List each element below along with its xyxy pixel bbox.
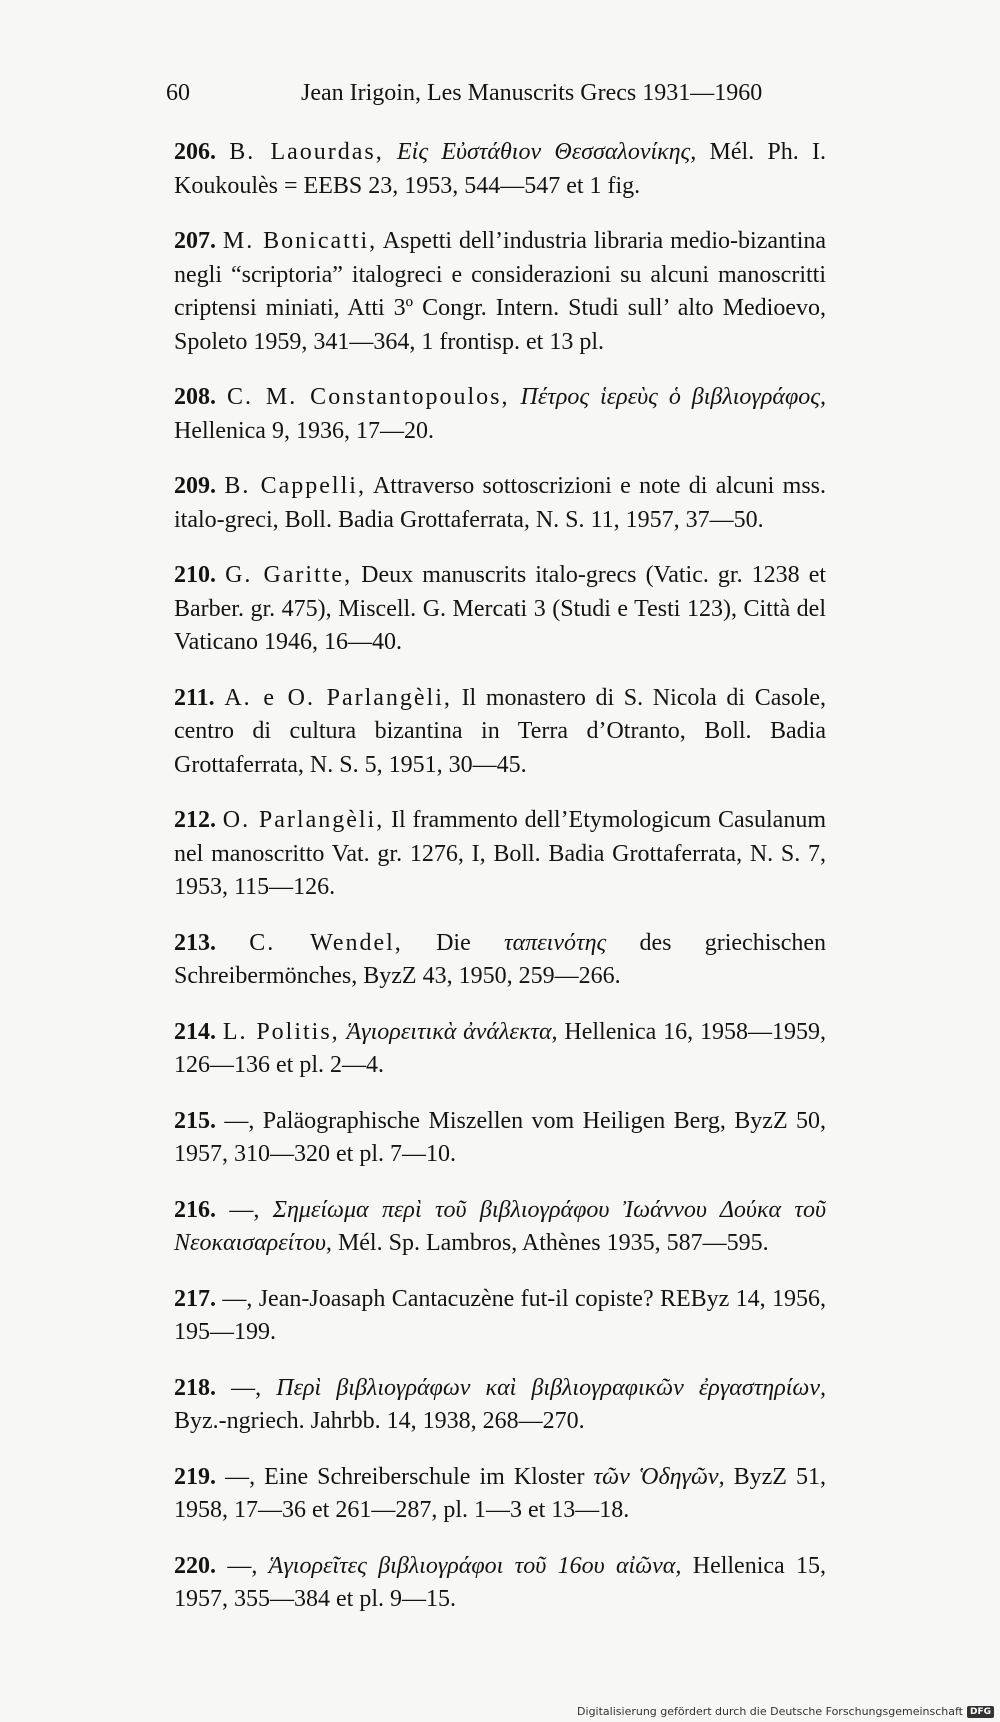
- entry-greek-title: Εἰς Εὐστάθιον Θεσσαλονίκης,: [397, 139, 697, 165]
- entry-text: Mél. Sp. Lambros, Athènes 1935, 587—595.: [331, 1230, 769, 1256]
- entry-author: M. Bonicatti,: [222, 228, 378, 254]
- bibliography-entry: [174, 1550, 826, 1617]
- entry-text: Il monastero di S. Nicola di Casole, centro di cultura bizantina in Terra d’Otranto, Boll. Badia Grottaferrata, N. S. 5, 1951, 30—45.: [174, 684, 827, 778]
- entry-greek-title: τῶν Ὁδηγῶν,: [593, 1463, 725, 1490]
- bibliography-entry: [174, 1105, 826, 1172]
- entry-text: Deux manuscrits italo-grecs (Vatic. gr. 1238 et Barber. gr. 475), Miscell. G. Mercati 3 (Studi e Testi 123), Città del Vaticano 1946, 16—40.: [174, 562, 827, 655]
- entry-text: Il frammento dell’Etymologicum Casulanum nel manoscritto Vat. gr. 1276, I, Boll. Badia Grottaferrata, N. S. 7, 1953, 115—126.: [174, 807, 826, 900]
- entry-text: Mél. Ph. I. Koukoulès = EEBS 23, 1953, 544—547 et 1 fig.: [174, 139, 826, 199]
- entry-text: Byz.-ngriech. Jahrbb. 14, 1938, 268—270.: [174, 1408, 585, 1434]
- entry-number: 211.: [174, 684, 215, 711]
- running-title: Jean Irigoin, Les Manuscrits Grecs 1931—1960: [301, 80, 763, 106]
- bibliography-list: [174, 136, 826, 1639]
- entry-author: A. e O. Parlangèli,: [224, 684, 452, 711]
- bibliography-entry: [174, 136, 826, 203]
- entry-number: 207.: [174, 228, 216, 254]
- entry-number: 220.: [174, 1552, 216, 1579]
- entry-text: Attraverso sottoscrizioni e note di alcuni mss. italo-greci, Boll. Badia Grottaferrata, N. S. 11, 1957, 37—50.: [174, 473, 827, 533]
- entry-greek-title: Περὶ βιβλιογράφων καὶ βιβλιογραφικῶν ἐργαστηρίων,: [276, 1374, 826, 1401]
- entry-text: Hellenica 15, 1957, 355—384 et pl. 9—15.: [174, 1552, 826, 1612]
- bibliography-entry: [174, 1461, 826, 1528]
- entry-author: G. Garitte,: [225, 562, 353, 588]
- dfg-logo: DFG: [967, 1706, 994, 1718]
- entry-number: 218.: [174, 1374, 216, 1401]
- entry-number: 212.: [174, 807, 216, 833]
- entry-author: L. Politis,: [222, 1018, 340, 1045]
- entry-number: 215.: [174, 1107, 216, 1134]
- entry-text: Hellenica 16, 1958—1959, 126—136 et pl. 2—4.: [174, 1018, 826, 1078]
- entry-text: —,: [231, 1374, 277, 1401]
- bibliography-entry: [174, 559, 826, 660]
- entry-greek-title: ταπεινότης: [504, 929, 607, 956]
- bibliography-entry: [174, 804, 826, 905]
- entry-number: 208.: [174, 384, 216, 410]
- bibliography-entry: [174, 682, 826, 783]
- entry-greek-title: Σημείωμα περὶ τοῦ βιβλιογράφου Ἰωάννου Δούκα τοῦ Νεοκαισαρείτου,: [174, 1196, 827, 1256]
- entry-text: —, Paläographische Miszellen vom Heiligen Berg, ByzZ 50, 1957, 310—320 et pl. 7—10.: [174, 1107, 827, 1167]
- entry-author: B. Cappelli,: [224, 473, 366, 499]
- bibliography-entry: [174, 225, 826, 359]
- entry-author: O. Parlangèli,: [222, 807, 385, 833]
- entry-number: 216.: [174, 1196, 216, 1223]
- entry-text: Die: [436, 929, 504, 956]
- entry-author: C. Wendel,: [249, 929, 403, 956]
- credit-text: Digitalisierung gefördert durch die Deutsche Forschungsgemeinschaft: [577, 1705, 963, 1718]
- bibliography-entry: [174, 381, 826, 448]
- entry-text: —, Eine Schreiberschule im Kloster: [225, 1463, 594, 1490]
- digitization-credit: [577, 1705, 994, 1718]
- entry-number: 210.: [174, 562, 216, 588]
- bibliography-entry: [174, 1016, 826, 1083]
- entry-author: B. Laourdas,: [229, 139, 384, 165]
- entry-number: 214.: [174, 1018, 216, 1045]
- entry-number: 213.: [174, 929, 216, 956]
- entry-text: —, Jean-Joasaph Cantacuzène fut-il copiste? REByz 14, 1956, 195—199.: [174, 1285, 826, 1345]
- page-number: 60: [166, 80, 190, 106]
- entry-number: 217.: [174, 1285, 216, 1312]
- entry-number: 219.: [174, 1463, 216, 1490]
- entry-greek-title: Ἁγιορειτικὰ ἀνάλεκτα,: [346, 1018, 558, 1045]
- entry-text: —,: [227, 1552, 269, 1579]
- entry-text: Aspetti dell’industria libraria medio-bizantina negli “scriptoria” italogreci e considerazioni su alcuni manoscritti criptensi miniati, Atti 3º Congr. Intern. Studi sull’ alto Medioevo, Spoleto 1959, 341—364, 1 frontisp. et 13 pl.: [174, 228, 827, 355]
- bibliography-entry: [174, 1283, 826, 1350]
- entry-greek-title: Πέτρος ἱερεὺς ὁ βιβλιογράφος,: [520, 384, 827, 410]
- entry-text: —,: [229, 1196, 273, 1223]
- bibliography-entry: [174, 1372, 826, 1439]
- entry-author: C. M. Constantopoulos,: [226, 384, 510, 410]
- entry-text: ByzZ 51, 1958, 17—36 et 261—287, pl. 1—3 et 13—18.: [174, 1463, 826, 1523]
- entry-text: Hellenica 9, 1936, 17—20.: [174, 417, 434, 444]
- bibliography-entry: [174, 927, 826, 994]
- bibliography-entry: [174, 1194, 826, 1261]
- entry-greek-title: Ἁγιορεῖτες βιβλιογράφοι τοῦ 16ου αἰῶνα,: [268, 1552, 682, 1579]
- entry-text: des griechischen Schreibermönches, ByzZ 43, 1950, 259—266.: [174, 929, 827, 989]
- bibliography-entry: [174, 470, 826, 537]
- entry-number: 206.: [174, 139, 216, 165]
- entry-number: 209.: [174, 473, 216, 499]
